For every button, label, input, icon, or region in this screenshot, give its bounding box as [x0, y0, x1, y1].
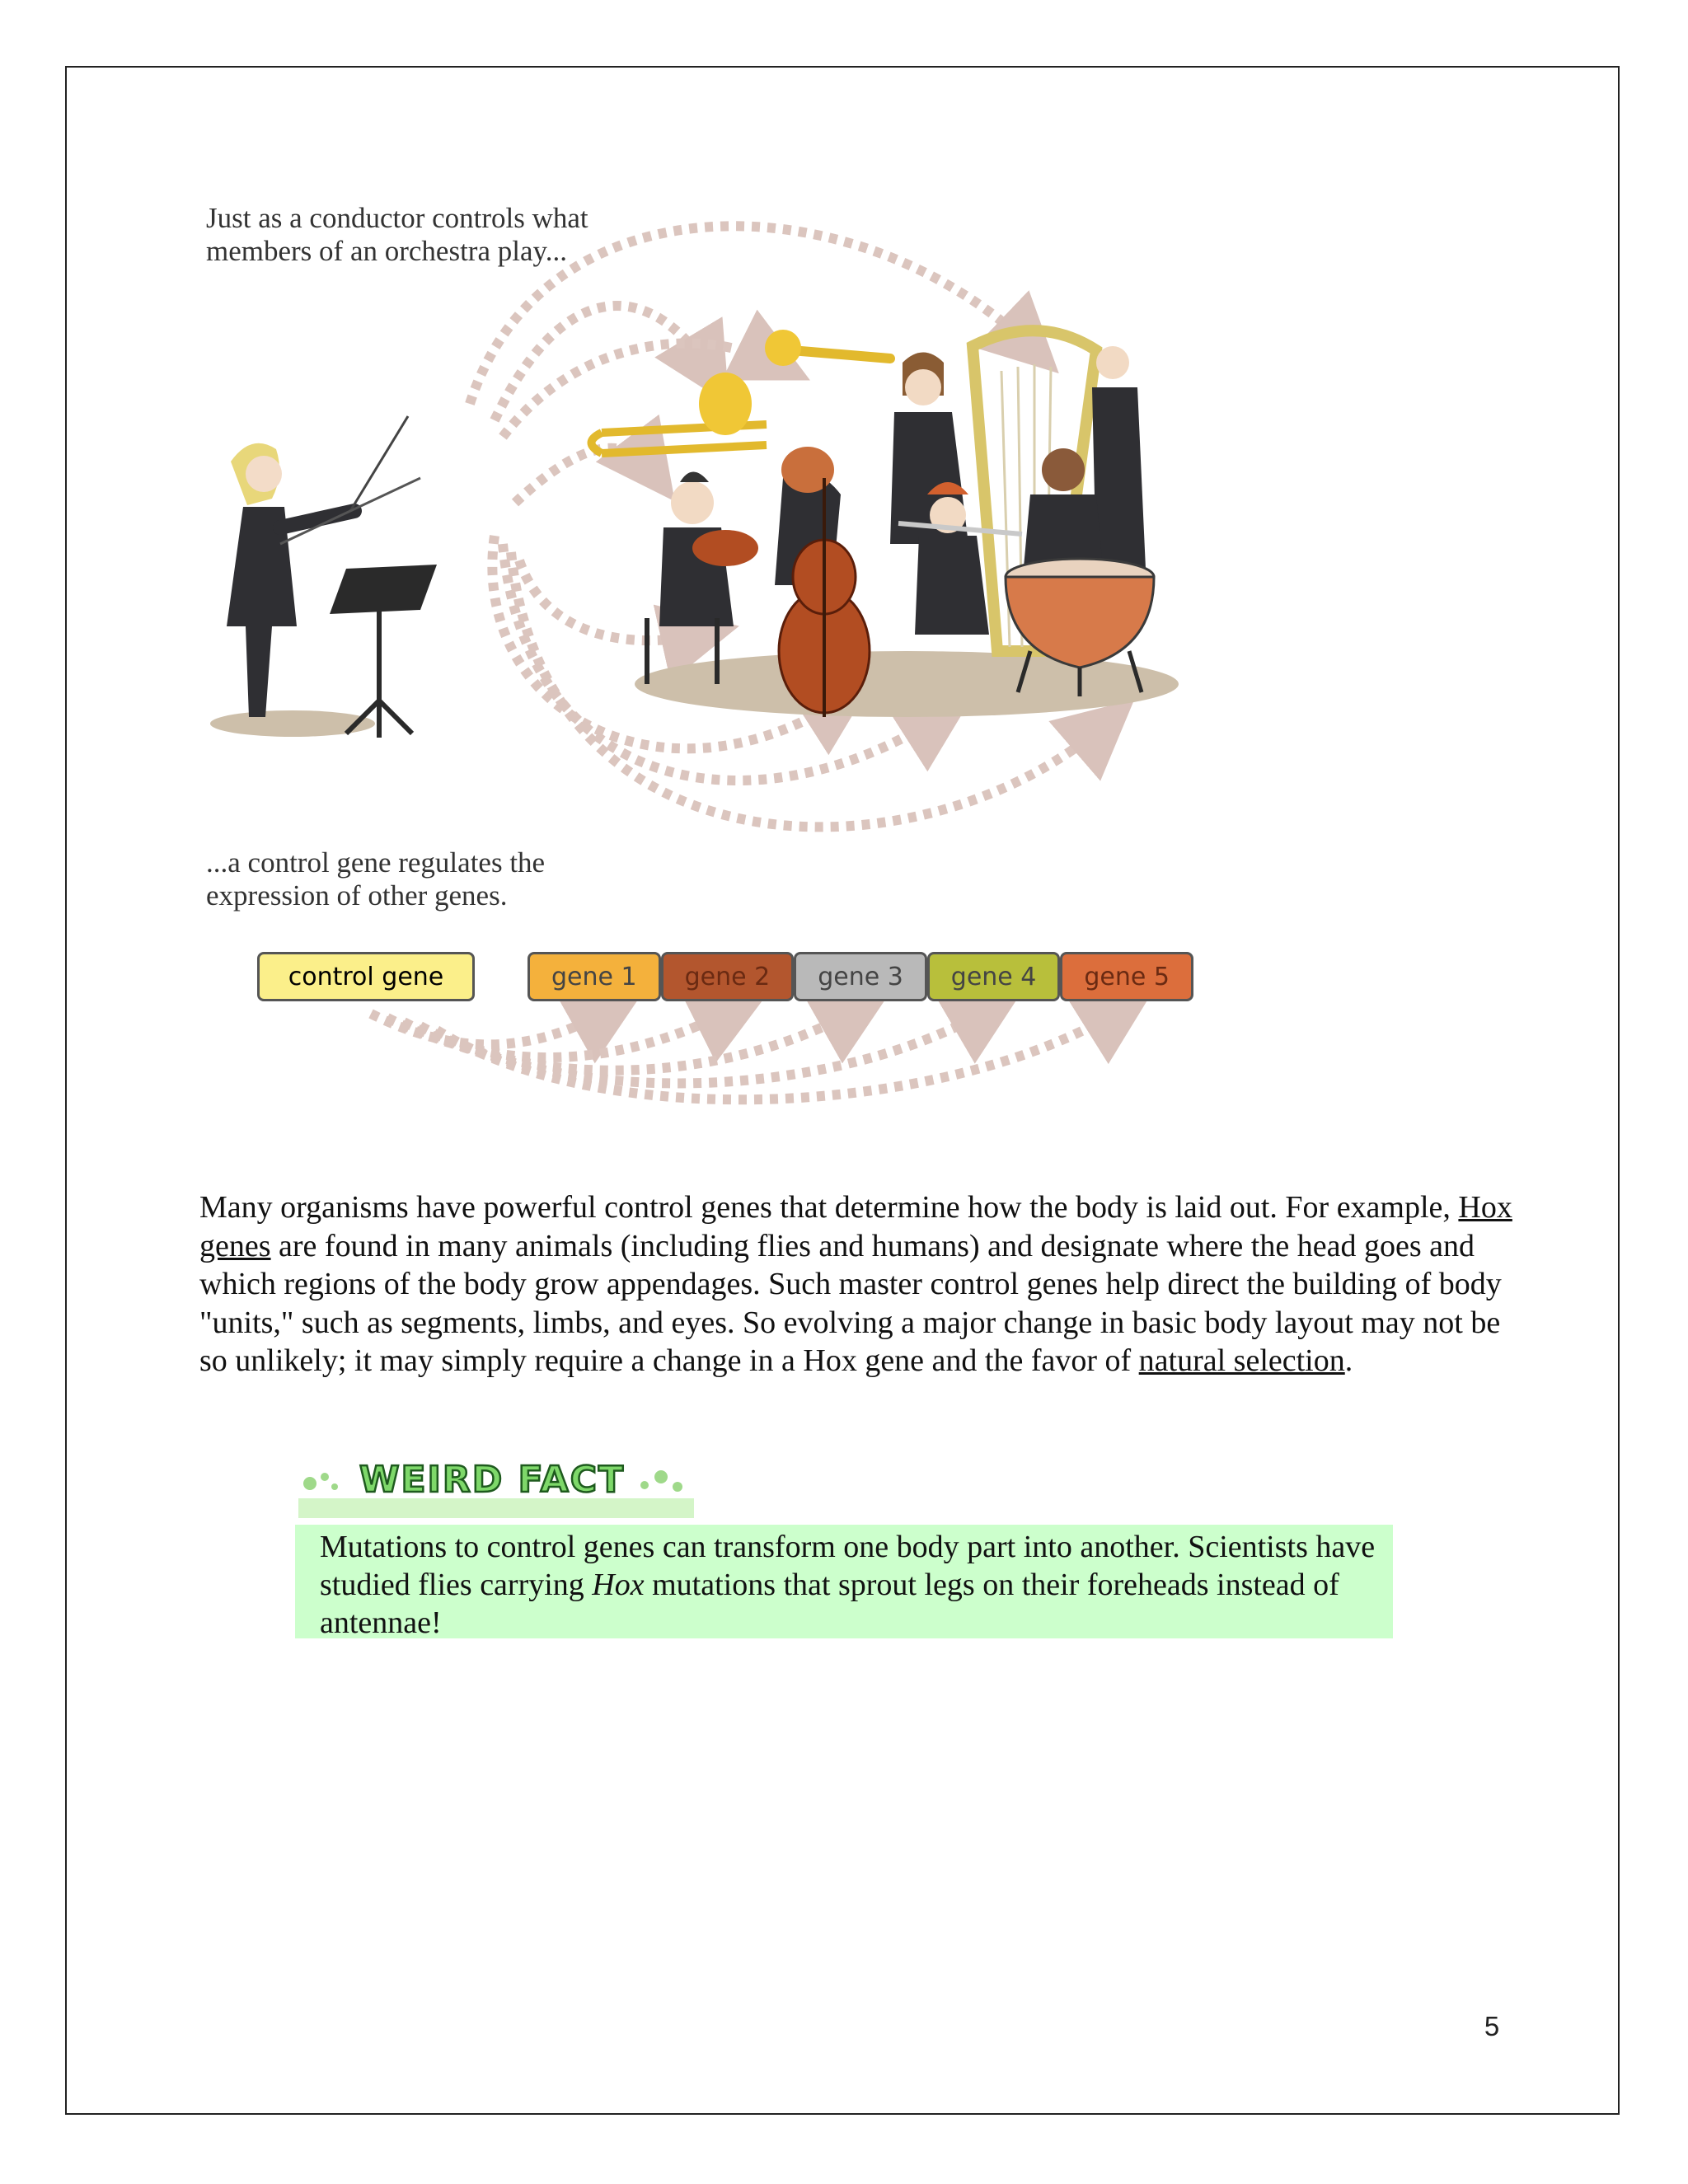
orchestra-group: [592, 330, 1179, 717]
gene-2-box: gene 2: [661, 952, 795, 1001]
gene-4-box: gene 4: [927, 952, 1061, 1001]
paragraph-text-3: .: [1344, 1343, 1353, 1378]
weird-fact-banner-text: WEIRD FACT: [359, 1459, 626, 1501]
natural-selection-link[interactable]: natural selection: [1138, 1343, 1345, 1378]
gene-arrows: [371, 1010, 1121, 1099]
weird-fact-box: [295, 1525, 1393, 1638]
fact-text-1: Mutations to control genes can transform one body part into another. Scientists have studied flies carrying: [320, 1530, 1376, 1602]
caption-control-gene: ...a control gene regulates the expression of other genes.: [206, 846, 546, 912]
orchestra-illustration: [198, 190, 1220, 1179]
weird-fact-banner: [298, 1451, 694, 1518]
fact-text-2: mutations that sprout legs on their foreheads instead of antennae!: [320, 1568, 1339, 1640]
fact-hox-italic: Hox: [592, 1568, 645, 1602]
control-gene-box: control gene: [257, 952, 475, 1001]
gene-5-box: gene 5: [1060, 952, 1193, 1001]
gene-3-box: gene 3: [794, 952, 927, 1001]
page-number: 5: [1484, 2011, 1500, 2041]
hox-genes-link[interactable]: Hox genes: [199, 1190, 1512, 1263]
weird-fact-text: [320, 1528, 1383, 1642]
gene-strip: [528, 952, 1193, 1001]
paragraph-text-2: are found in many animals (including flies and humans) and designate where the head goes and which regions of the body grow appendages. Such master control genes help direct the building of body "units," such as segments, limbs, and eyes. So evolving a major change in basic body layout may not be so unlikely; it may simply require a change in a Hox gene and the favor of: [199, 1228, 1502, 1378]
caption-conductor: Just as a conductor controls what members of an orchestra play...: [206, 202, 588, 267]
paragraph-text-1: Many organisms have powerful control genes that determine how the body is laid out. For example,: [199, 1190, 1459, 1225]
body-paragraph: [199, 1188, 1518, 1380]
gene-1-box: gene 1: [528, 952, 661, 1001]
conductor-figure: [210, 416, 437, 738]
